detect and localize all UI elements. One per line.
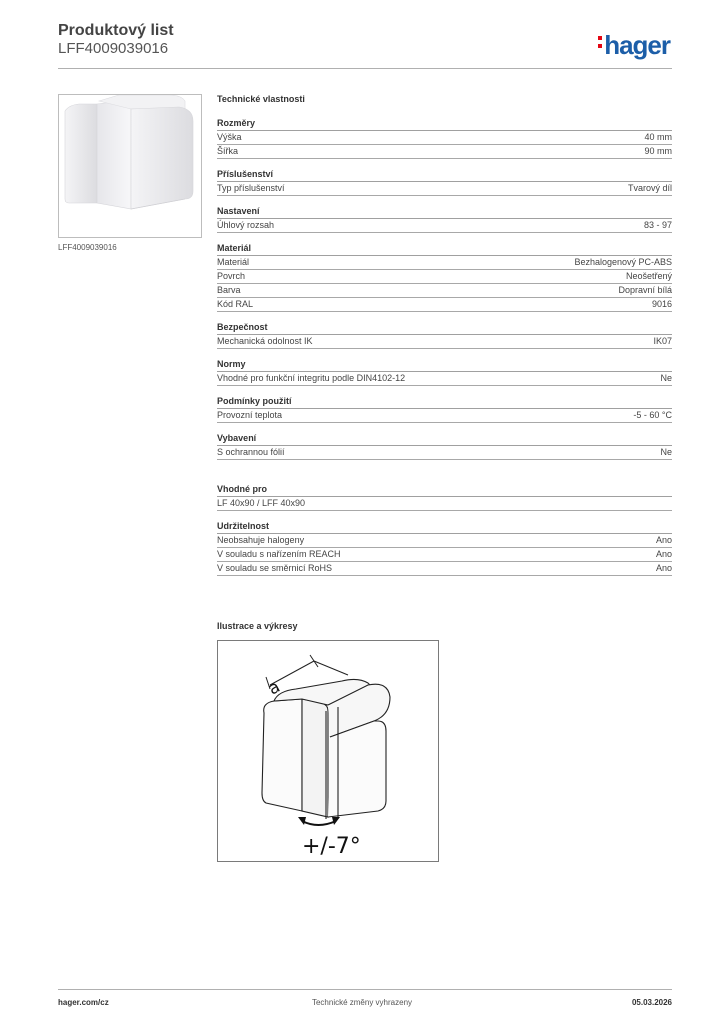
- property-label: LF 40x90 / LFF 40x90: [217, 498, 306, 508]
- property-row: [217, 270, 672, 284]
- property-value: Ano: [655, 535, 672, 545]
- property-value: Ano: [655, 563, 672, 573]
- property-label: Šířka: [217, 146, 239, 156]
- property-value: 83 - 97: [643, 220, 672, 230]
- property-label: V souladu s nařízením REACH: [217, 549, 341, 559]
- property-label: Provozní teplota: [217, 410, 283, 420]
- property-row: [217, 562, 672, 576]
- property-section: [217, 431, 672, 460]
- dimension-label: a: [264, 676, 284, 700]
- property-label: Typ příslušenství: [217, 183, 285, 193]
- property-sections: [217, 116, 672, 576]
- section-title: Vhodné pro: [217, 484, 267, 494]
- footer-divider: [58, 989, 672, 990]
- section-title: Materiál: [217, 243, 252, 253]
- page-title: Produktový list: [58, 22, 174, 39]
- footer-website[interactable]: hager.com/cz: [58, 998, 109, 1007]
- section-title: Rozměry: [217, 118, 256, 128]
- property-label: Barva: [217, 285, 241, 295]
- product-photo-image: [59, 95, 201, 237]
- property-section: [217, 204, 672, 233]
- section-title: Vybavení: [217, 433, 257, 443]
- property-row: [217, 256, 672, 270]
- property-row: [217, 497, 672, 511]
- property-row: [217, 372, 672, 386]
- property-row: [217, 446, 672, 460]
- property-row: [217, 131, 672, 145]
- property-section: [217, 167, 672, 196]
- property-value: 9016: [651, 299, 672, 309]
- footer-note: Technické změny vyhrazeny: [311, 998, 413, 1007]
- section-title: Nastavení: [217, 206, 260, 216]
- property-row: [217, 534, 672, 548]
- property-row: [217, 548, 672, 562]
- property-row: [217, 298, 672, 312]
- property-value: Neošetřený: [625, 271, 672, 281]
- property-row: [217, 284, 672, 298]
- property-label: Mechanická odolnost IK: [217, 336, 313, 346]
- property-value: 90 mm: [644, 146, 672, 156]
- technical-properties: [217, 92, 672, 576]
- technical-heading: Technické vlastnosti: [217, 94, 305, 104]
- property-value: IK07: [653, 336, 672, 346]
- property-value: -5 - 60 °C: [633, 410, 672, 420]
- property-section: [217, 116, 672, 159]
- property-label: Kód RAL: [217, 299, 254, 309]
- technical-drawing: [217, 640, 439, 862]
- photo-caption: LFF4009039016: [58, 243, 117, 252]
- property-label: Neobsahuje halogeny: [217, 535, 305, 545]
- footer-date: 05.03.2026: [631, 998, 672, 1007]
- property-label: Vhodné pro funkční integritu podle DIN4102-12: [217, 373, 406, 383]
- property-value: Ne: [660, 373, 672, 383]
- property-label: S ochrannou fólií: [217, 447, 285, 457]
- property-row: [217, 182, 672, 196]
- property-section: [217, 519, 672, 576]
- product-code: LFF4009039016: [58, 40, 169, 57]
- logo-dots-icon: [598, 32, 604, 52]
- section-title: Podmínky použití: [217, 396, 292, 406]
- logo-text: hager: [604, 30, 670, 60]
- section-title: Bezpečnost: [217, 322, 268, 332]
- product-photo: [58, 94, 202, 238]
- property-label: Výška: [217, 132, 242, 142]
- property-label: Materiál: [217, 257, 250, 267]
- property-row: [217, 409, 672, 423]
- property-value: Bezhalogenový PC-ABS: [574, 257, 672, 267]
- hager-logo: [598, 30, 670, 61]
- property-section: [217, 241, 672, 312]
- property-section: [217, 357, 672, 386]
- property-label: Povrch: [217, 271, 246, 281]
- section-title: Příslušenství: [217, 169, 274, 179]
- property-row: [217, 219, 672, 233]
- property-value: Ne: [660, 447, 672, 457]
- property-value: Ano: [655, 549, 672, 559]
- property-value: Dopravní bílá: [618, 285, 672, 295]
- property-section: [217, 320, 672, 349]
- section-title: Udržitelnost: [217, 521, 270, 531]
- property-section: [217, 394, 672, 423]
- illustration-title: Ilustrace a výkresy: [217, 621, 298, 631]
- property-value: Tvarový díl: [627, 183, 672, 193]
- property-section: [217, 482, 672, 511]
- property-row: [217, 335, 672, 349]
- section-title: Normy: [217, 359, 246, 369]
- header-divider: [58, 68, 672, 69]
- property-row: [217, 145, 672, 159]
- property-value: 40 mm: [644, 132, 672, 142]
- angle-label: +/-7°: [302, 834, 361, 859]
- property-label: V souladu se směrnicí RoHS: [217, 563, 333, 573]
- property-label: Úhlový rozsah: [217, 220, 275, 230]
- corner-drawing: [218, 641, 438, 861]
